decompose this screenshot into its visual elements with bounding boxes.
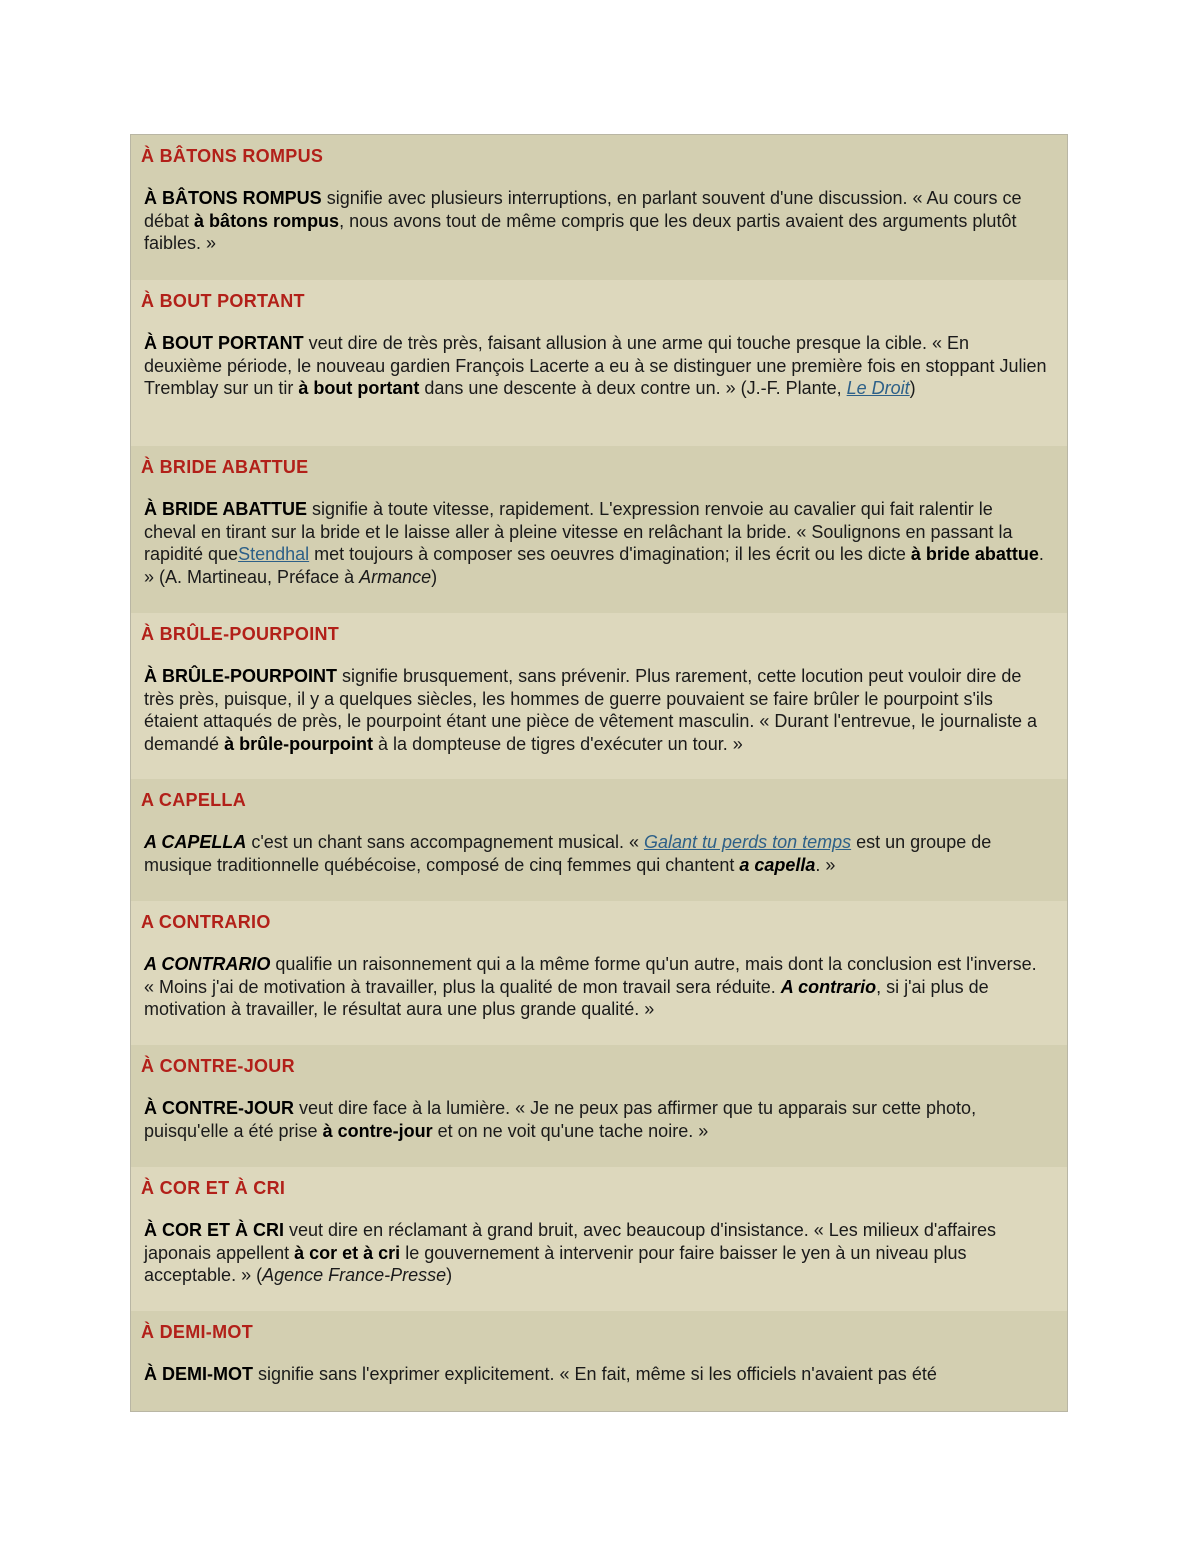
bold-expression: À BRÛLE-POURPOINT [144,666,337,686]
entry-a-batons-rompus [131,135,1067,280]
definition-text: le gouvernement à intervenir pour faire baisser le yen à un niveau plus acceptable. » ( [144,1242,967,1285]
entry-a-capella [131,779,1067,901]
definition-text: ) [431,566,438,587]
definition-text: signifie avec plusieurs interruptions, en parlant souvent d'une discussion. « Au cours ce débat [144,188,1022,231]
bold-expression: À BÂTONS ROMPUS [144,188,322,208]
bold-expression: à cor et à cri [294,1242,401,1263]
entry-title: À CONTRE-JOUR [141,1056,295,1076]
bold-expression: à brûle-pourpoint [224,733,374,754]
entry-a-bride-abattue [131,446,1067,613]
entry-title: À COR ET À CRI [141,1178,286,1198]
definition-text: qualifie un raisonnement qui a la même forme qu'un autre, mais dont la conclusion est l'inverse. « Moins j'ai de motivation à travailler, plus la qualité de mon travail sera réduite. [144,954,1037,997]
entry-a-contrario [131,901,1067,1045]
entry-definition [144,665,1049,755]
bold-expression: à contre-jour [322,1120,433,1141]
definition-text: veut dire face à la lumière. « Je ne peux pas affirmer que tu apparais sur cette photo, puisqu'elle a été prise [144,1098,977,1141]
entry-title: À BRIDE ABATTUE [141,457,309,477]
definition-text: ) [446,1265,453,1285]
italic-text: Agence France-Presse [262,1265,447,1285]
definition-text: dans une descente à deux contre un. » (J.-F. Plante, [419,378,847,398]
bold-expression: à bâtons rompus [194,210,340,231]
expressions-table [130,134,1068,1412]
bold-italic-text: A CAPELLA [144,832,247,852]
entry-definition [144,498,1049,588]
bold-italic-expression [739,855,815,875]
entry-title: À BÂTONS ROMPUS [141,146,324,166]
entry-a-bout-portant [131,280,1067,446]
bold-expression: à bride abattue [910,544,1039,564]
definition-text: , nous avons tout de même compris que les deux partis avaient des arguments plutôt faibles. » [144,210,1017,253]
entry-definition [144,1097,1049,1142]
entry-a-brule-pourpoint [131,613,1067,779]
entry-title: À BRÛLE-POURPOINT [141,624,340,644]
italic-text: Armance [359,566,432,587]
definition-text: veut dire en réclamant à grand bruit, avec beaucoup d'insistance. « Les milieux d'affaires japonais appellent [144,1220,996,1263]
entry-definition [144,953,1049,1021]
bold-expression: À CONTRE-JOUR [144,1098,295,1118]
entry-definition [144,332,1049,400]
entry-title: A CONTRARIO [141,912,271,932]
bold-expression: À BOUT PORTANT [144,333,304,353]
entry-title: À BOUT PORTANT [141,291,305,311]
entry-definition [144,187,1049,255]
definition-text: et on ne voit qu'une tache noire. » [432,1120,709,1141]
reference-link[interactable]: Stendhal [238,544,310,564]
entry-definition [144,831,1049,876]
definition-text: ) [909,378,916,398]
definition-text: signifie sans l'exprimer explicitement. « En fait, même si les officiels n'avaient pas été [252,1364,937,1384]
entry-definition [144,1363,1049,1386]
definition-text: signifie brusquement, sans prévenir. Plus rarement, cette locution peut vouloir dire de très près, puisque, il y a quelques siècles, les hommes de guerre pouvaient se faire brûler le pourpoint s'ils étaient attaqués de près, le pourpoint étant une pièce de vêtement masculin. « Durant l'entrevue, le journaliste a demandé [144,666,1037,754]
bold-expression: À BRIDE ABATTUE [144,499,307,519]
bold-italic-text: A CONTRARIO [144,954,271,974]
definition-text: signifie à toute vitesse, rapidement. L'expression renvoie au cavalier qui fait ralentir le cheval en tirant sur la bride et le laisse aller à pleine vitesse en relâchant la bride. « Soulignons en passant la rapidité que [144,499,1013,564]
bold-expression: à bout portant [298,378,420,398]
entry-title: À DEMI-MOT [141,1322,253,1342]
bold-italic-text: a capella [739,854,816,875]
entry-title: A CAPELLA [141,790,247,810]
entry-definition [144,1219,1049,1287]
reference-link[interactable]: Galant tu perds ton temps [644,832,852,852]
definition-text: . » (A. Martineau, Préface à [144,544,1044,587]
definition-text: , si j'ai plus de motivation à travailler, le résultat aura une plus grande qualité. » [144,976,989,1019]
definition-text: . » [815,854,836,875]
bold-italic-expression [144,832,246,852]
reference-link[interactable]: Le Droit [846,378,910,398]
entry-a-contre-jour [131,1045,1067,1167]
bold-expression: À COR ET À CRI [144,1220,285,1240]
bold-italic-expression [781,977,876,997]
entry-a-demi-mot [131,1311,1067,1411]
definition-text: est un groupe de musique traditionnelle québécoise, composé de cinq femmes qui chantent [144,832,992,875]
definition-text: veut dire de très près, faisant allusion à une arme qui touche presque la cible. « En deuxième période, le nouveau gardien François Lacerte a eu à se distinguer une première fois en stoppant Julien Tremblay sur un tir [144,333,1047,398]
bold-italic-expression [144,954,270,974]
definition-text: à la dompteuse de tigres d'exécuter un tour. » [373,733,743,754]
bold-expression: À DEMI-MOT [144,1364,253,1384]
entry-a-cor-et-a-cri [131,1167,1067,1311]
definition-text: met toujours à composer ses oeuvres d'imagination; il les écrit ou les dicte [309,544,911,564]
definition-text: c'est un chant sans accompagnement musical. « [246,832,644,852]
bold-italic-text: A contrario [780,976,877,997]
